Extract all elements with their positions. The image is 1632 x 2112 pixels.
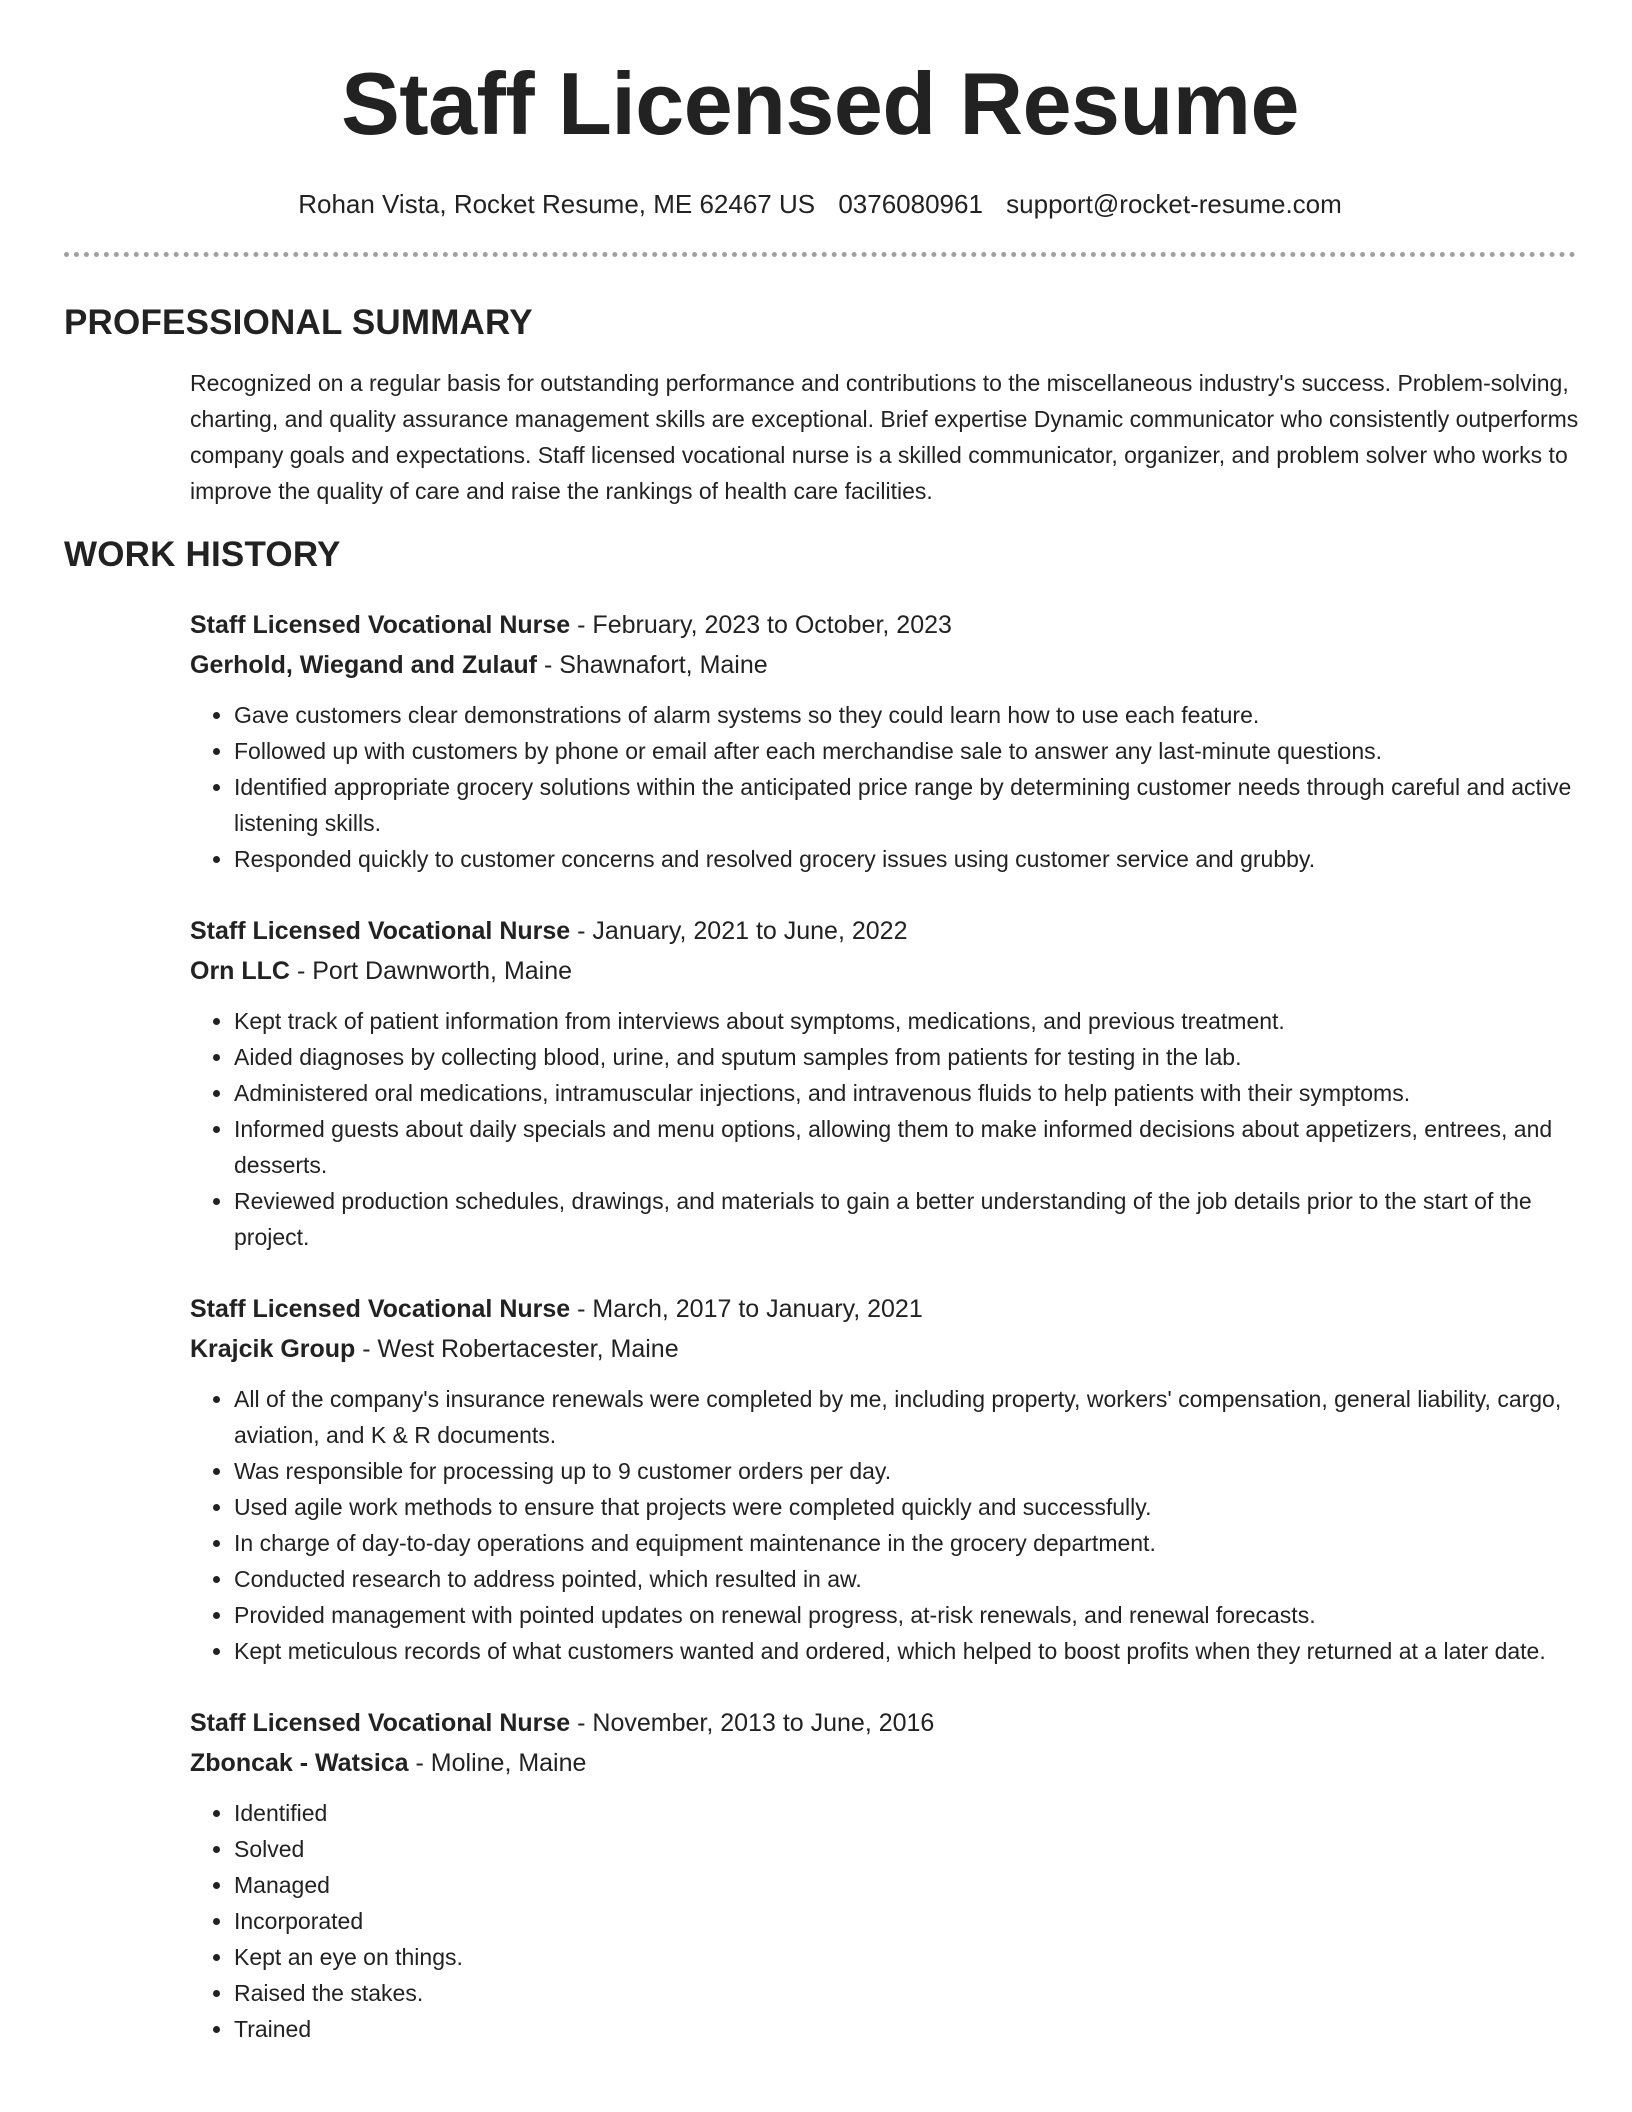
job-entry <box>190 911 1576 1255</box>
job-title-line <box>190 605 1576 645</box>
job-bullet: • Incorporated <box>234 1903 1574 1939</box>
job-bullet: • Trained <box>234 2011 1574 2047</box>
job-bullet: • Managed <box>234 1867 1574 1903</box>
resume-title: Staff Licensed Resume <box>341 54 1299 153</box>
job-bullet: • Conducted research to address pointed, which resulted in aw. <box>234 1561 1574 1597</box>
job-company: Zboncak - Watsica <box>190 1749 409 1777</box>
job-dates: - February, 2023 to October, 2023 <box>570 611 952 639</box>
job-bullet: • Raised the stakes. <box>234 1975 1574 2011</box>
job-bullet: • Was responsible for processing up to 9 customer orders per day. <box>234 1453 1574 1489</box>
job-dates: - January, 2021 to June, 2022 <box>570 917 908 945</box>
job-dates: - March, 2017 to January, 2021 <box>570 1295 923 1323</box>
job-company-line <box>190 951 1576 991</box>
job-bullet: • Provided management with pointed updates on renewal progress, at-risk renewals, and renewal forecasts. <box>234 1597 1574 1633</box>
job-company: Orn LLC <box>190 957 290 985</box>
job-bullet: • In charge of day-to-day operations and equipment maintenance in the grocery department. <box>234 1525 1574 1561</box>
job-location: - West Robertacester, Maine <box>355 1335 679 1363</box>
job-title: Staff Licensed Vocational Nurse <box>190 917 571 945</box>
job-bullets <box>190 1795 1574 2047</box>
job-company-line <box>190 1743 1576 1783</box>
job-location: - Moline, Maine <box>408 1749 587 1777</box>
summary-heading: PROFESSIONAL SUMMARY <box>64 303 533 342</box>
contact-email: support@rocket-resume.com <box>1006 189 1342 219</box>
contact-line <box>64 188 1576 220</box>
contact-phone: 0376080961 <box>838 189 983 219</box>
job-bullets <box>190 697 1574 877</box>
job-dates: - November, 2013 to June, 2016 <box>570 1709 935 1737</box>
job-bullet: • Aided diagnoses by collecting blood, urine, and sputum samples from patients for testing in the lab. <box>234 1039 1574 1075</box>
job-bullet: • Kept track of patient information from interviews about symptoms, medications, and previous treatment. <box>234 1003 1574 1039</box>
job-entry <box>190 1289 1576 1669</box>
job-bullet: • Gave customers clear demonstrations of alarm systems so they could learn how to use each feature. <box>234 697 1574 733</box>
job-entry <box>190 605 1576 877</box>
job-title: Staff Licensed Vocational Nurse <box>190 611 571 639</box>
job-title: Staff Licensed Vocational Nurse <box>190 1709 571 1737</box>
work-history-heading: WORK HISTORY <box>64 535 341 574</box>
job-title-line <box>190 911 1576 951</box>
job-bullet: • Administered oral medications, intramuscular injections, and intravenous fluids to help patients with their symptoms. <box>234 1075 1574 1111</box>
job-bullet: • Responded quickly to customer concerns and resolved grocery issues using customer service and grubby. <box>234 841 1574 877</box>
job-company: Krajcik Group <box>190 1335 356 1363</box>
job-bullet: • Informed guests about daily specials and menu options, allowing them to make informed decisions about appetizers, entrees, and desserts. <box>234 1111 1574 1183</box>
job-title-line <box>190 1703 1576 1743</box>
job-company-line <box>190 1329 1576 1369</box>
job-entry <box>190 1703 1576 2047</box>
job-bullet: • Reviewed production schedules, drawings, and materials to gain a better understanding of the job details prior to the start of the project. <box>234 1183 1574 1255</box>
job-location: - Port Dawnworth, Maine <box>290 957 573 985</box>
summary-text: Recognized on a regular basis for outstanding performance and contributions to the miscellaneous industry's success. Problem-solving, charting, and quality assurance management skills are exceptional. Brief expertise Dynamic communicator who consistently outperforms company goals and expectations. Staff licensed vocational nurse is a skilled communicator, organizer, and problem solver who works to improve the quality of care and raise the rankings of health care facilities. <box>190 370 1579 504</box>
job-title-line <box>190 1289 1576 1329</box>
job-bullet: • Identified appropriate grocery solutions within the anticipated price range by determining customer needs through careful and active listening skills. <box>234 769 1574 841</box>
job-bullet: • Used agile work methods to ensure that projects were completed quickly and successfully. <box>234 1489 1574 1525</box>
contact-address: Rohan Vista, Rocket Resume, ME 62467 US <box>298 189 816 219</box>
resume-page <box>64 0 1579 2047</box>
job-location: - Shawnafort, Maine <box>537 651 768 679</box>
job-bullet: • Kept an eye on things. <box>234 1939 1574 1975</box>
job-bullets <box>190 1003 1574 1255</box>
job-bullets <box>190 1381 1574 1669</box>
job-title: Staff Licensed Vocational Nurse <box>190 1295 571 1323</box>
job-bullet: • Solved <box>234 1831 1574 1867</box>
job-company: Gerhold, Wiegand and Zulauf <box>190 651 537 679</box>
job-bullet: • Kept meticulous records of what customers wanted and ordered, which helped to boost profits when they returned at a later date. <box>234 1633 1574 1669</box>
job-company-line <box>190 645 1576 685</box>
job-bullet: • Followed up with customers by phone or email after each merchandise sale to answer any last-minute questions. <box>234 733 1574 769</box>
header-divider <box>64 252 1576 257</box>
job-bullet: • Identified <box>234 1795 1574 1831</box>
job-bullet: • All of the company's insurance renewals were completed by me, including property, workers' compensation, general liability, cargo, aviation, and K & R documents. <box>234 1381 1574 1453</box>
